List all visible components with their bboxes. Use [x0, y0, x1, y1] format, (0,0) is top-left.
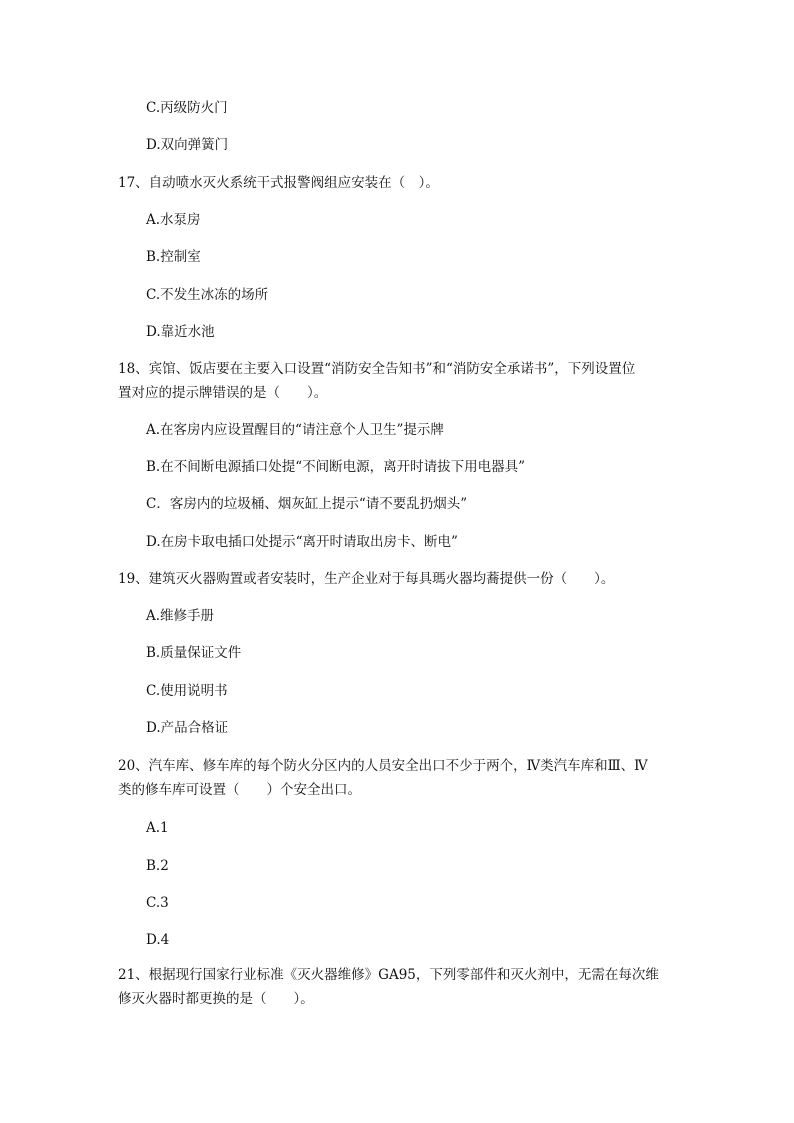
q21-stem-line-2: 修灭火器时都更换的是（ ）。 — [118, 991, 314, 1007]
q17-option-d: D.靠近水池 — [146, 324, 215, 340]
q18-option-b: B.在不间断电源插口处提“不间断电源，离开时请拔下用电器具” — [146, 459, 526, 475]
q19-option-d: D.产品合格证 — [146, 720, 229, 736]
q21-stem-line-1: 21、根据现行国家行业标准《灭火器维修》GA95，下列零部件和灭火剂中，无需在每次维 — [118, 967, 659, 983]
q20-stem-line-2: 类的修车库可设置（ ）个安全出口。 — [118, 782, 361, 798]
q20-stem-line-1: 20、汽车库、修车库的每个防火分区内的人员安全出口不少于两个，Ⅳ类汽车库和Ⅲ、Ⅳ — [118, 758, 648, 774]
q16-option-c: C.丙级防火门 — [146, 100, 228, 116]
q19-option-a: A.维修手册 — [146, 608, 215, 624]
q20-option-d: D.4 — [146, 932, 170, 948]
q16-option-d: D.双向弹簧门 — [146, 137, 229, 153]
q17-option-a: A.水泵房 — [146, 212, 201, 228]
q18-stem-line-1: 18、宾馆、饭店要在主要入口设置“消防安全告知书”和“消防安全承诺书”，下列设置位 — [118, 361, 636, 377]
q20-option-c: C.3 — [146, 895, 169, 911]
q20-option-b: B.2 — [146, 858, 169, 874]
q19-stem: 19、建筑灭火器购置或者安装时，生产企业对于每具瑪火器均蕎提供一份（ ）。 — [118, 571, 615, 587]
q18-option-a: A.在客房内应设置醒目的“请注意个人卫生”提示牌 — [146, 422, 444, 438]
q17-option-b: B.控制室 — [146, 249, 201, 265]
q19-option-c: C.使用说明书 — [146, 683, 228, 699]
q18-option-d: D.在房卡取电插口处提示“离开时请取出房卡、断电” — [146, 534, 458, 550]
q17-stem: 17、自动喷水灭火系统干式报警阀组应安装在（ ）。 — [118, 175, 439, 191]
q19-option-b: B.质量保证文件 — [146, 645, 242, 661]
q20-option-a: A.1 — [146, 820, 169, 836]
q17-option-c: C.不发生冰冻的场所 — [146, 287, 269, 303]
q18-stem-line-2: 置对应的提示牌错误的是（ ）。 — [118, 385, 328, 401]
q18-option-c: C．客房内的垃圾桶、烟灰缸上提示“请不要乱扔烟头” — [146, 496, 468, 512]
